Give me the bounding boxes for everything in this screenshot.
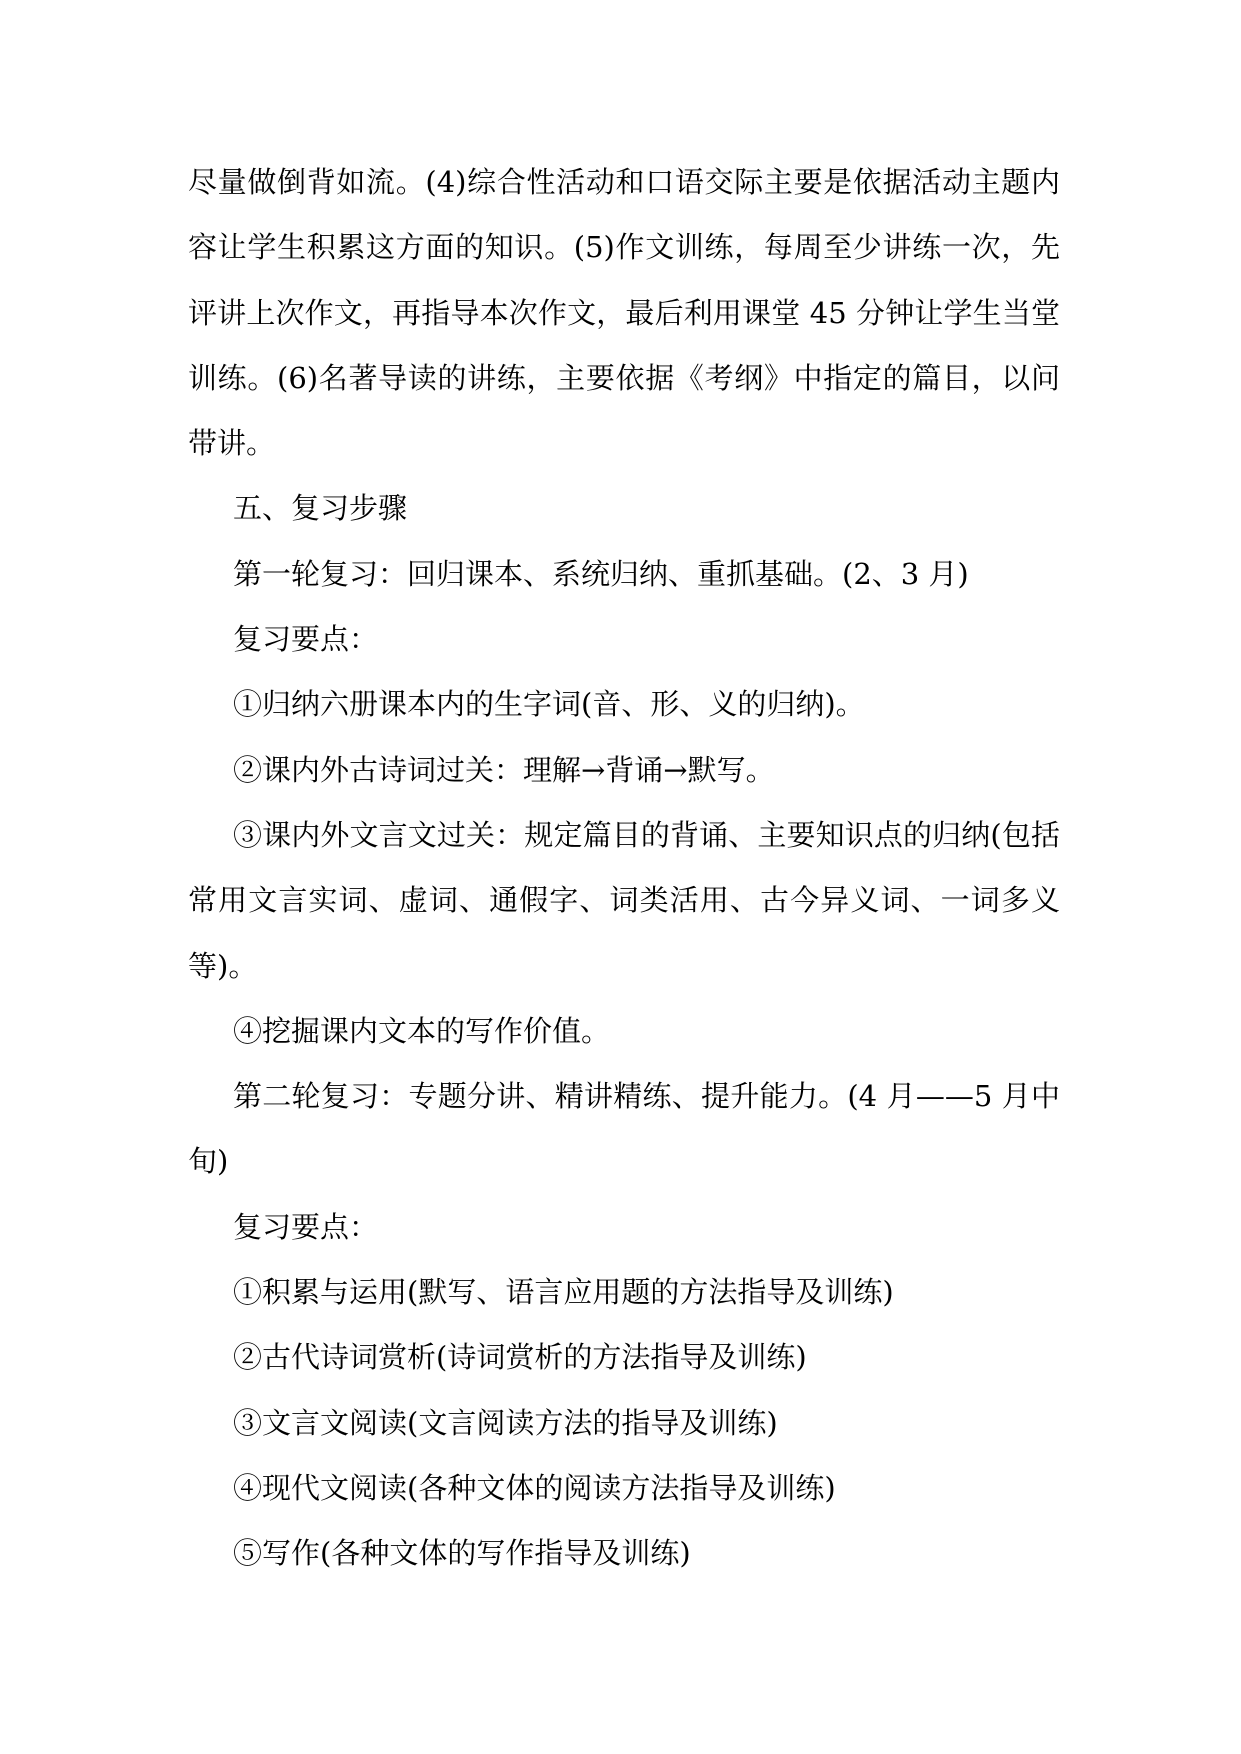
document-body — [188, 150, 1060, 1587]
text-line: 容让学生积累这方面的知识。(5)作文训练，每周至少讲练一次，先 — [188, 230, 1060, 265]
text-line: 尽量做倒背如流。(4)综合性活动和口语交际主要是依据活动主题内 — [188, 165, 1060, 199]
heading-text: 五、复习步骤 — [233, 491, 408, 526]
text-line: 评讲上次作文，再指导本次作文，最后利用课堂 45 分钟让学生当堂 — [188, 295, 1060, 330]
round-one-point-3 — [188, 803, 1060, 999]
round-one-point-1 — [188, 672, 1060, 737]
round-two-point-5 — [188, 1521, 1060, 1586]
text-line: 第二轮复习：专题分讲、精讲精练、提升能力。(4 月——5 月中 — [233, 1079, 1060, 1114]
round-two-point-1 — [188, 1260, 1060, 1325]
round-one-point-4 — [188, 999, 1060, 1064]
list-item-text: ③课内外文言文过关：规定篇目的背诵、主要知识点的归纳(包括 — [233, 817, 1060, 852]
list-item-text: ②课内外古诗词过关：理解→背诵→默写。 — [233, 752, 775, 787]
review-points-label-round-two — [188, 1195, 1060, 1260]
paragraph-continued-methods — [188, 150, 1060, 476]
round-one-point-2 — [188, 738, 1060, 803]
round-one-heading — [188, 542, 1060, 607]
list-item-text: ④挖掘课内文本的写作价值。 — [233, 1013, 611, 1048]
round-two-point-2 — [188, 1325, 1060, 1390]
section-heading-review-steps — [188, 476, 1060, 541]
list-item-text: ②古代诗词赏析(诗词赏析的方法指导及训练) — [233, 1340, 807, 1375]
round-two-point-4 — [188, 1456, 1060, 1521]
list-item-text: ①归纳六册课本内的生字词(音、形、义的归纳)。 — [233, 687, 865, 722]
text-line: 复习要点： — [233, 1209, 379, 1244]
list-item-text: ④现代文阅读(各种文体的阅读方法指导及训练) — [233, 1470, 836, 1505]
list-item-text: ③文言文阅读(文言阅读方法的指导及训练) — [233, 1405, 778, 1440]
review-points-label-round-one — [188, 607, 1060, 672]
text-line: 带讲。 — [188, 426, 276, 461]
text-line: 训练。(6)名著导读的讲练，主要依据《考纲》中指定的篇目，以问 — [188, 360, 1060, 395]
list-item-text: 常用文言实词、虚词、通假字、词类活用、古今异义词、一词多义 — [188, 883, 1060, 918]
list-item-text: ⑤写作(各种文体的写作指导及训练) — [233, 1536, 691, 1571]
list-item-text: ①积累与运用(默写、语言应用题的方法指导及训练) — [233, 1275, 894, 1310]
text-line: 第一轮复习：回归课本、系统归纳、重抓基础。(2、3 月) — [233, 556, 969, 591]
round-two-point-3 — [188, 1391, 1060, 1456]
round-two-heading — [188, 1064, 1060, 1195]
list-item-text: 等)。 — [188, 948, 258, 983]
text-line: 复习要点： — [233, 622, 379, 657]
text-line: 旬) — [188, 1144, 229, 1179]
